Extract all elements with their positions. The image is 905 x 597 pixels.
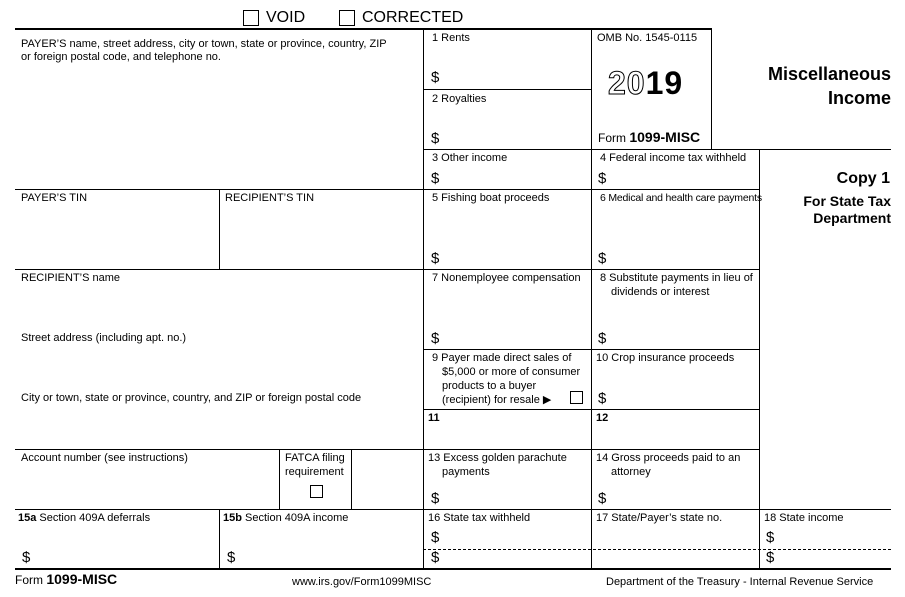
box9-label-line2: $5,000 or more of consumer bbox=[442, 366, 581, 378]
rule-col-omb bbox=[711, 28, 712, 149]
footer-url: www.irs.gov/Form1099MISC bbox=[292, 576, 432, 588]
recipient-name-label: RECIPIENT’S name bbox=[21, 272, 121, 284]
box9-label-line3: products to a buyer bbox=[442, 380, 537, 392]
rule-col-fatca-right bbox=[351, 449, 352, 509]
void-checkbox[interactable] bbox=[243, 10, 259, 26]
form-top-border bbox=[15, 28, 711, 30]
form-title bbox=[768, 62, 891, 110]
rule-state-dashed bbox=[423, 549, 891, 550]
box15a-label bbox=[18, 511, 150, 525]
box5-dollar[interactable]: $ bbox=[431, 250, 440, 267]
void-label: VOID bbox=[266, 9, 306, 26]
form-name: 1099-MISC bbox=[629, 129, 701, 145]
copy-subtitle-line1: For State Tax bbox=[803, 193, 891, 209]
box14-dollar[interactable]: $ bbox=[598, 490, 607, 507]
box9-label-line1: 9 Payer made direct sales of bbox=[432, 352, 572, 364]
form-title-line1: Miscellaneous bbox=[767, 64, 891, 84]
rule-col-15b bbox=[219, 509, 220, 568]
rule-col-tin-split bbox=[219, 189, 220, 269]
box9-checkbox[interactable] bbox=[570, 391, 583, 404]
rule-col-mid bbox=[423, 28, 424, 568]
box15b-text: Section 409A income bbox=[245, 512, 349, 524]
box10-dollar[interactable]: $ bbox=[598, 390, 607, 407]
box18-dollar-1[interactable]: $ bbox=[766, 529, 775, 546]
box16-label: 16 State tax withheld bbox=[428, 512, 531, 524]
rule-col-right bbox=[591, 28, 592, 568]
payer-label-line1: PAYER’S name, street address, city or town, state or province, country, ZIP bbox=[21, 38, 387, 50]
rule-col-fatca-left bbox=[279, 449, 280, 509]
box14-label-line2: attorney bbox=[611, 466, 651, 478]
rule-account-top bbox=[15, 449, 759, 450]
form-name-prefix: Form bbox=[598, 131, 626, 145]
box8-label-line1: 8 Substitute payments in lieu of bbox=[600, 272, 753, 284]
rule-rents-royalties bbox=[423, 89, 591, 90]
box3-dollar[interactable]: $ bbox=[431, 170, 440, 187]
tax-year-prefix: 20 bbox=[608, 65, 646, 101]
tax-year bbox=[608, 66, 683, 100]
fatca-label-line2: requirement bbox=[285, 466, 344, 478]
box9-label-line4: (recipient) for resale ▶ bbox=[442, 394, 552, 406]
box15a-text: Section 409A deferrals bbox=[39, 512, 151, 524]
omb-number: OMB No. 1545-0115 bbox=[597, 32, 698, 44]
box18-dollar-2[interactable]: $ bbox=[766, 549, 775, 566]
box16-dollar-2[interactable]: $ bbox=[431, 549, 440, 566]
box13-label-line2: payments bbox=[442, 466, 490, 478]
box8-label-line2: dividends or interest bbox=[611, 286, 710, 298]
form-bottom-border bbox=[15, 568, 891, 570]
box1-label: 1 Rents bbox=[432, 32, 470, 44]
box15a-number: 15a bbox=[18, 512, 37, 524]
rule-row3-top bbox=[423, 149, 891, 150]
box13-label-line1: 13 Excess golden parachute bbox=[428, 452, 567, 464]
rule-payer-tin-top bbox=[15, 189, 759, 190]
box4-label: 4 Federal income tax withheld bbox=[600, 152, 747, 164]
box2-label: 2 Royalties bbox=[432, 93, 487, 105]
payer-label-line2: or foreign postal code, and telephone no. bbox=[21, 51, 221, 63]
rule-recipient-name-top bbox=[15, 269, 759, 270]
box6-dollar[interactable]: $ bbox=[598, 250, 607, 267]
box13-dollar[interactable]: $ bbox=[431, 490, 440, 507]
recipient-tin-label: RECIPIENT’S TIN bbox=[225, 192, 315, 204]
fatca-checkbox[interactable] bbox=[310, 485, 323, 498]
box1-dollar[interactable]: $ bbox=[431, 69, 440, 86]
city-label: City or town, state or province, country, and ZIP or foreign postal code bbox=[21, 392, 362, 404]
box14-label-line1: 14 Gross proceeds paid to an bbox=[596, 452, 741, 464]
box18-label: 18 State income bbox=[764, 512, 844, 524]
corrected-label: CORRECTED bbox=[362, 9, 464, 26]
copy-subtitle-line2: Department bbox=[813, 210, 891, 226]
footer-form-prefix: Form bbox=[15, 573, 43, 587]
form-name-header bbox=[598, 130, 700, 145]
footer-department: Department of the Treasury - Internal Revenue Service bbox=[606, 576, 874, 588]
box15b-number: 15b bbox=[223, 512, 242, 524]
account-number-label: Account number (see instructions) bbox=[21, 452, 188, 464]
box15b-dollar[interactable]: $ bbox=[227, 549, 236, 566]
tax-year-suffix: 19 bbox=[645, 65, 684, 101]
box17-label: 17 State/Payer’s state no. bbox=[596, 512, 723, 524]
fatca-label-line1: FATCA filing bbox=[285, 452, 345, 464]
corrected-checkbox[interactable] bbox=[339, 10, 355, 26]
box8-dollar[interactable]: $ bbox=[598, 330, 607, 347]
box15a-dollar[interactable]: $ bbox=[22, 549, 31, 566]
footer-form-name bbox=[15, 571, 117, 588]
street-address-label: Street address (including apt. no.) bbox=[21, 332, 187, 344]
box10-label: 10 Crop insurance proceeds bbox=[596, 352, 735, 364]
box16-dollar-1[interactable]: $ bbox=[431, 529, 440, 546]
rule-col-copy bbox=[759, 149, 760, 568]
box2-dollar[interactable]: $ bbox=[431, 130, 440, 147]
form-title-line2: Income bbox=[827, 88, 891, 108]
box12-label: 12 bbox=[596, 412, 609, 424]
box6-label: 6 Medical and health care payments bbox=[600, 192, 762, 204]
copy-title: Copy 1 bbox=[836, 170, 890, 187]
footer-form-number: 1099-MISC bbox=[46, 571, 118, 587]
box3-label: 3 Other income bbox=[432, 152, 508, 164]
payer-tin-label: PAYER’S TIN bbox=[21, 192, 88, 204]
box4-dollar[interactable]: $ bbox=[598, 170, 607, 187]
box7-dollar[interactable]: $ bbox=[431, 330, 440, 347]
box5-label: 5 Fishing boat proceeds bbox=[432, 192, 550, 204]
box15b-label bbox=[223, 511, 348, 525]
box7-label: 7 Nonemployee compensation bbox=[432, 272, 581, 284]
copy-subtitle bbox=[803, 193, 891, 227]
box11-label: 11 bbox=[428, 412, 440, 424]
